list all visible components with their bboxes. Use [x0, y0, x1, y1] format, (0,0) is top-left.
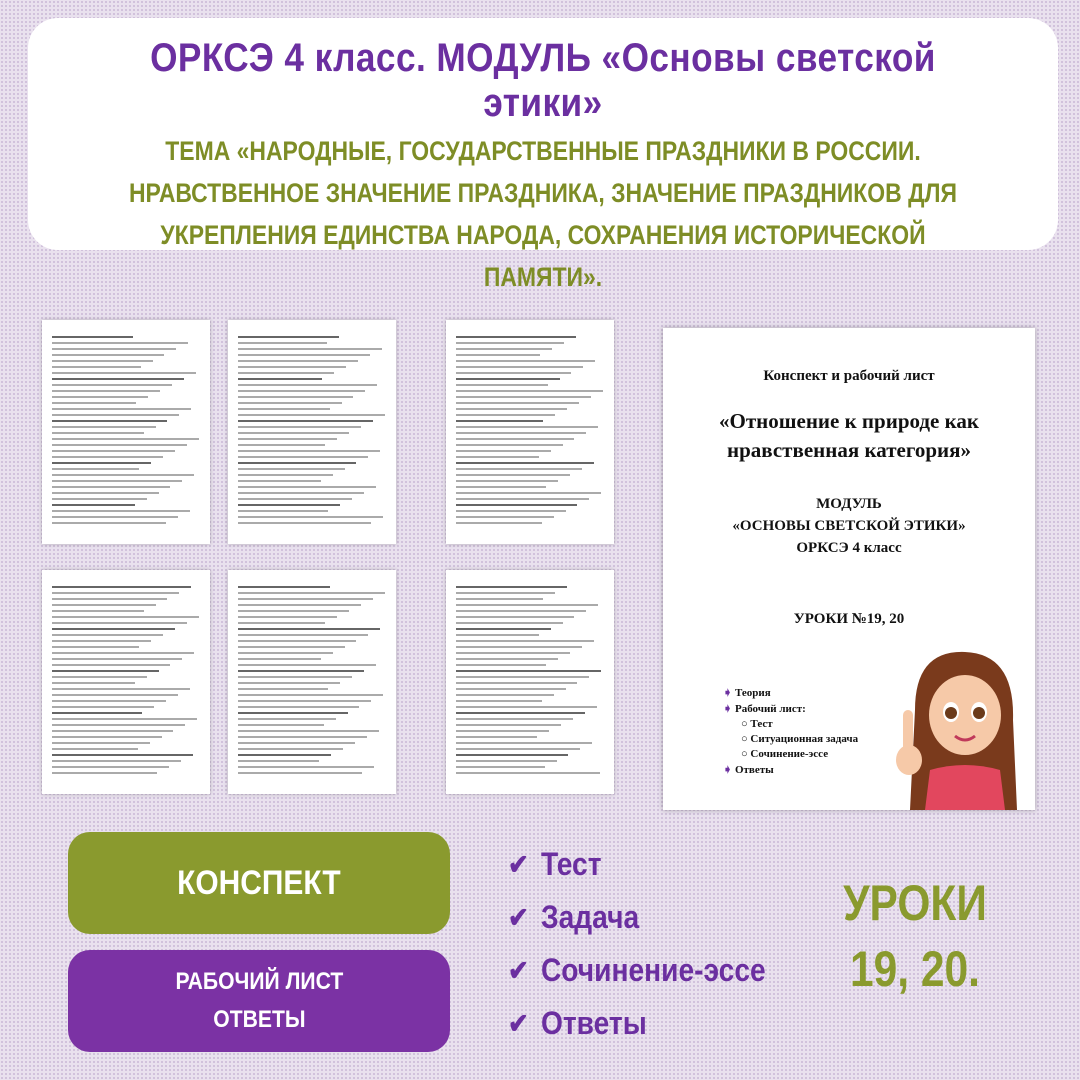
text-line: [238, 444, 325, 446]
text-line: [238, 360, 358, 362]
text-line: [238, 766, 374, 768]
text-line: [238, 706, 359, 708]
text-line: [238, 592, 385, 594]
text-line: [238, 342, 327, 344]
check-icon: ✔: [508, 849, 529, 880]
text-line: [238, 510, 328, 512]
text-line: [456, 724, 561, 726]
cover-heading: Конспект и рабочий лист: [763, 368, 935, 384]
cover-grade: ОРКСЭ 4 класс: [796, 540, 902, 556]
text-line: [238, 628, 380, 630]
text-line: [238, 712, 348, 714]
text-line: [456, 474, 570, 476]
checklist-label: Ответы: [540, 1005, 647, 1041]
text-line: [456, 402, 579, 404]
text-line: [238, 664, 376, 666]
text-line: [238, 694, 383, 696]
text-line: [238, 468, 345, 470]
text-line: [456, 438, 574, 440]
text-line: [456, 408, 567, 410]
text-line: [238, 772, 362, 774]
checklist-label: Задача: [540, 899, 640, 935]
text-line: [456, 444, 563, 446]
text-line: [238, 622, 325, 624]
text-line: [52, 336, 133, 338]
text-line: [238, 616, 337, 618]
text-line: [52, 616, 199, 618]
text-line: [456, 730, 549, 732]
text-line: [456, 366, 583, 368]
text-line: [238, 748, 343, 750]
text-line: [238, 474, 333, 476]
text-line: [52, 598, 167, 600]
text-line: [52, 420, 167, 422]
text-line: [52, 724, 185, 726]
text-line: [456, 610, 586, 612]
text-line: [52, 610, 144, 612]
text-line: [238, 700, 371, 702]
cover-contents-list: ➧ Теория ➧ Рабочий лист: ○ Тест ○ Ситуационная задача ○ Сочинение-эссе ➧ Ответы: [723, 687, 859, 776]
text-line: [456, 372, 571, 374]
text-line: [52, 772, 157, 774]
text-line: [52, 360, 153, 362]
text-line: [52, 522, 166, 524]
lessons-label: [843, 870, 988, 1002]
text-line: [456, 670, 601, 672]
list-item: Теория: [734, 687, 771, 699]
text-line: [456, 640, 594, 642]
text-line: [52, 408, 191, 410]
cover-module: МОДУЛЬ: [816, 496, 882, 512]
list-item: Тест: [750, 718, 773, 730]
text-line: [52, 492, 159, 494]
text-line: [52, 504, 135, 506]
text-line: [456, 652, 570, 654]
text-line: [456, 772, 600, 774]
text-line: [52, 634, 163, 636]
text-line: [238, 724, 324, 726]
page-preview-2: [228, 320, 396, 544]
text-line: [238, 688, 328, 690]
cover-lessons: УРОКИ №19, 20: [793, 611, 905, 627]
text-line: [238, 492, 364, 494]
features-checklist: [508, 838, 801, 1050]
cover-module-name: «ОСНОВЫ СВЕТСКОЙ ЭТИКИ»: [732, 518, 966, 534]
text-line: [52, 730, 173, 732]
text-line: [52, 486, 170, 488]
text-line: [456, 664, 546, 666]
text-line: [52, 342, 188, 344]
text-line: [456, 700, 542, 702]
text-line: [238, 336, 339, 338]
text-line: [456, 742, 592, 744]
text-line: [52, 348, 176, 350]
text-line: [52, 736, 162, 738]
text-line: [456, 682, 577, 684]
page-subtitle: ТЕМА «НАРОДНЫЕ, ГОСУДАРСТВЕННЫЕ ПРАЗДНИКИ В РОССИИ. НРАВСТВЕННОЕ ЗНАЧЕНИЕ ПРАЗДНИКА, ЗНАЧЕНИЕ ПРАЗДНИКОВ ДЛЯ УКРЕПЛЕНИЯ ЕДИНСТВА НАРОДА, СОХРАНЕНИЯ ИСТОРИЧЕСКОЙ ПАМЯТИ».: [128, 136, 958, 292]
list-item: Рабочий лист:: [734, 703, 806, 715]
text-line: [456, 712, 585, 714]
text-line: [52, 622, 187, 624]
text-line: [238, 498, 352, 500]
text-line: [456, 658, 558, 660]
text-line: [238, 420, 373, 422]
text-line: [456, 604, 598, 606]
text-line: [238, 456, 368, 458]
text-line: [52, 432, 144, 434]
text-line: [456, 384, 548, 386]
text-line: [456, 592, 555, 594]
text-line: [238, 646, 345, 648]
text-line: [456, 450, 551, 452]
text-line: [456, 510, 566, 512]
list-item: Ситуационная задача: [750, 733, 859, 745]
text-line: [238, 504, 340, 506]
text-line: [52, 652, 194, 654]
text-line: [52, 390, 160, 392]
text-line: [238, 754, 331, 756]
cover-title: «Отношение к природе как нравственная категория»: [719, 409, 979, 462]
text-line: [52, 396, 148, 398]
checklist-label: Тест: [540, 846, 602, 882]
text-line: [456, 336, 576, 338]
text-line: [238, 348, 382, 350]
text-line: [456, 646, 582, 648]
text-line: [52, 438, 199, 440]
page-preview-3: [446, 320, 614, 544]
checklist-item: [508, 997, 766, 1050]
girl-illustration: [885, 640, 1025, 810]
text-line: [52, 468, 139, 470]
text-line: [52, 462, 151, 464]
text-line: [52, 676, 147, 678]
text-line: [52, 748, 138, 750]
text-line: [238, 366, 346, 368]
worksheet-label: РАБОЧИЙ ЛИСТ: [175, 968, 343, 995]
lessons-line-2: 19, 20.: [850, 941, 980, 997]
text-line: [456, 760, 557, 762]
text-line: [238, 522, 371, 524]
text-line: [456, 718, 573, 720]
text-line: [238, 516, 383, 518]
text-line: [238, 432, 349, 434]
text-line: [52, 366, 141, 368]
header-card: [28, 18, 1058, 292]
text-line: [238, 378, 322, 380]
text-line: [238, 682, 340, 684]
checklist-item: [508, 891, 766, 944]
text-line: [456, 522, 542, 524]
text-line: [52, 384, 172, 386]
text-line: [238, 730, 379, 732]
text-line: [52, 628, 175, 630]
page-preview-4: [42, 570, 210, 794]
text-line: [52, 456, 163, 458]
text-line: [52, 480, 182, 482]
text-line: [52, 694, 178, 696]
text-line: [52, 498, 147, 500]
text-line: [238, 438, 337, 440]
text-line: [52, 664, 170, 666]
check-icon: ✔: [508, 902, 529, 933]
text-line: [456, 468, 582, 470]
page-preview-6: [446, 570, 614, 794]
text-line: [52, 414, 179, 416]
lessons-line-1: УРОКИ: [843, 875, 987, 931]
text-line: [238, 610, 349, 612]
list-item: Сочинение-эссе: [750, 748, 829, 760]
text-line: [456, 766, 545, 768]
text-line: [238, 402, 342, 404]
text-line: [456, 486, 546, 488]
text-line: [238, 760, 319, 762]
text-line: [52, 402, 136, 404]
text-line: [456, 754, 568, 756]
text-line: [456, 498, 589, 500]
text-line: [456, 516, 554, 518]
text-line: [238, 604, 361, 606]
page-title: ОРКСЭ 4 класс. МОДУЛЬ «Основы светской этики»: [150, 36, 936, 125]
text-line: [456, 694, 554, 696]
text-line: [456, 420, 543, 422]
text-line: [238, 462, 356, 464]
text-line: [238, 598, 373, 600]
text-line: [456, 598, 543, 600]
konspekt-label: КОНСПЕКТ: [177, 863, 341, 902]
text-line: [238, 640, 356, 642]
text-line: [456, 456, 539, 458]
text-line: [456, 480, 558, 482]
text-line: [456, 396, 591, 398]
text-line: [238, 384, 377, 386]
text-line: [456, 706, 597, 708]
text-line: [456, 748, 580, 750]
text-line: [52, 670, 159, 672]
checklist-item: [508, 944, 766, 997]
text-line: [456, 504, 577, 506]
text-line: [52, 586, 191, 588]
text-line: [238, 742, 355, 744]
text-line: [52, 426, 156, 428]
text-line: [238, 396, 353, 398]
text-line: [52, 742, 150, 744]
text-line: [456, 378, 560, 380]
text-line: [238, 586, 330, 588]
text-line: [456, 342, 564, 344]
text-line: [52, 700, 166, 702]
text-line: [456, 360, 595, 362]
text-line: [238, 408, 330, 410]
text-line: [52, 474, 194, 476]
check-icon: ✔: [508, 1008, 529, 1039]
text-line: [52, 766, 169, 768]
checklist-label: Сочинение-эссе: [540, 952, 766, 988]
worksheet-badge: [68, 950, 450, 1052]
text-line: [238, 390, 365, 392]
text-line: [238, 652, 333, 654]
konspekt-badge: [68, 832, 450, 934]
text-line: [456, 676, 589, 678]
text-line: [456, 616, 574, 618]
text-line: [52, 658, 182, 660]
text-line: [52, 706, 154, 708]
checklist-item: [508, 838, 766, 891]
text-line: [456, 426, 598, 428]
text-line: [52, 510, 190, 512]
text-line: [52, 682, 135, 684]
text-line: [238, 736, 367, 738]
text-line: [456, 462, 594, 464]
text-line: [52, 604, 156, 606]
text-line: [456, 414, 555, 416]
text-line: [238, 450, 380, 452]
page-preview-1: [42, 320, 210, 544]
text-line: [238, 718, 336, 720]
text-line: [52, 450, 175, 452]
text-line: [238, 658, 321, 660]
text-line: [456, 586, 567, 588]
text-line: [238, 414, 385, 416]
text-line: [238, 354, 370, 356]
text-line: [456, 628, 551, 630]
text-line: [238, 372, 334, 374]
text-line: [456, 688, 566, 690]
text-line: [52, 754, 193, 756]
text-line: [238, 634, 368, 636]
text-line: [456, 736, 537, 738]
text-line: [52, 372, 196, 374]
answers-label: ОТВЕТЫ: [212, 1006, 306, 1033]
text-line: [52, 354, 164, 356]
cover-page-preview: [663, 328, 1035, 810]
text-line: [456, 390, 603, 392]
text-line: [52, 688, 190, 690]
text-line: [52, 718, 197, 720]
text-line: [52, 712, 142, 714]
list-item: Ответы: [734, 764, 774, 776]
text-line: [456, 622, 563, 624]
text-line: [238, 676, 352, 678]
text-line: [52, 760, 181, 762]
text-line: [456, 432, 586, 434]
check-icon: ✔: [508, 955, 529, 986]
text-line: [238, 670, 364, 672]
text-line: [52, 378, 184, 380]
text-line: [238, 480, 321, 482]
text-line: [52, 516, 178, 518]
text-line: [238, 486, 376, 488]
text-line: [52, 646, 139, 648]
text-line: [52, 640, 151, 642]
text-line: [456, 354, 540, 356]
text-line: [52, 444, 187, 446]
text-line: [456, 348, 552, 350]
text-line: [456, 492, 601, 494]
text-line: [52, 592, 179, 594]
text-line: [456, 634, 539, 636]
text-line: [238, 426, 361, 428]
page-preview-5: [228, 570, 396, 794]
